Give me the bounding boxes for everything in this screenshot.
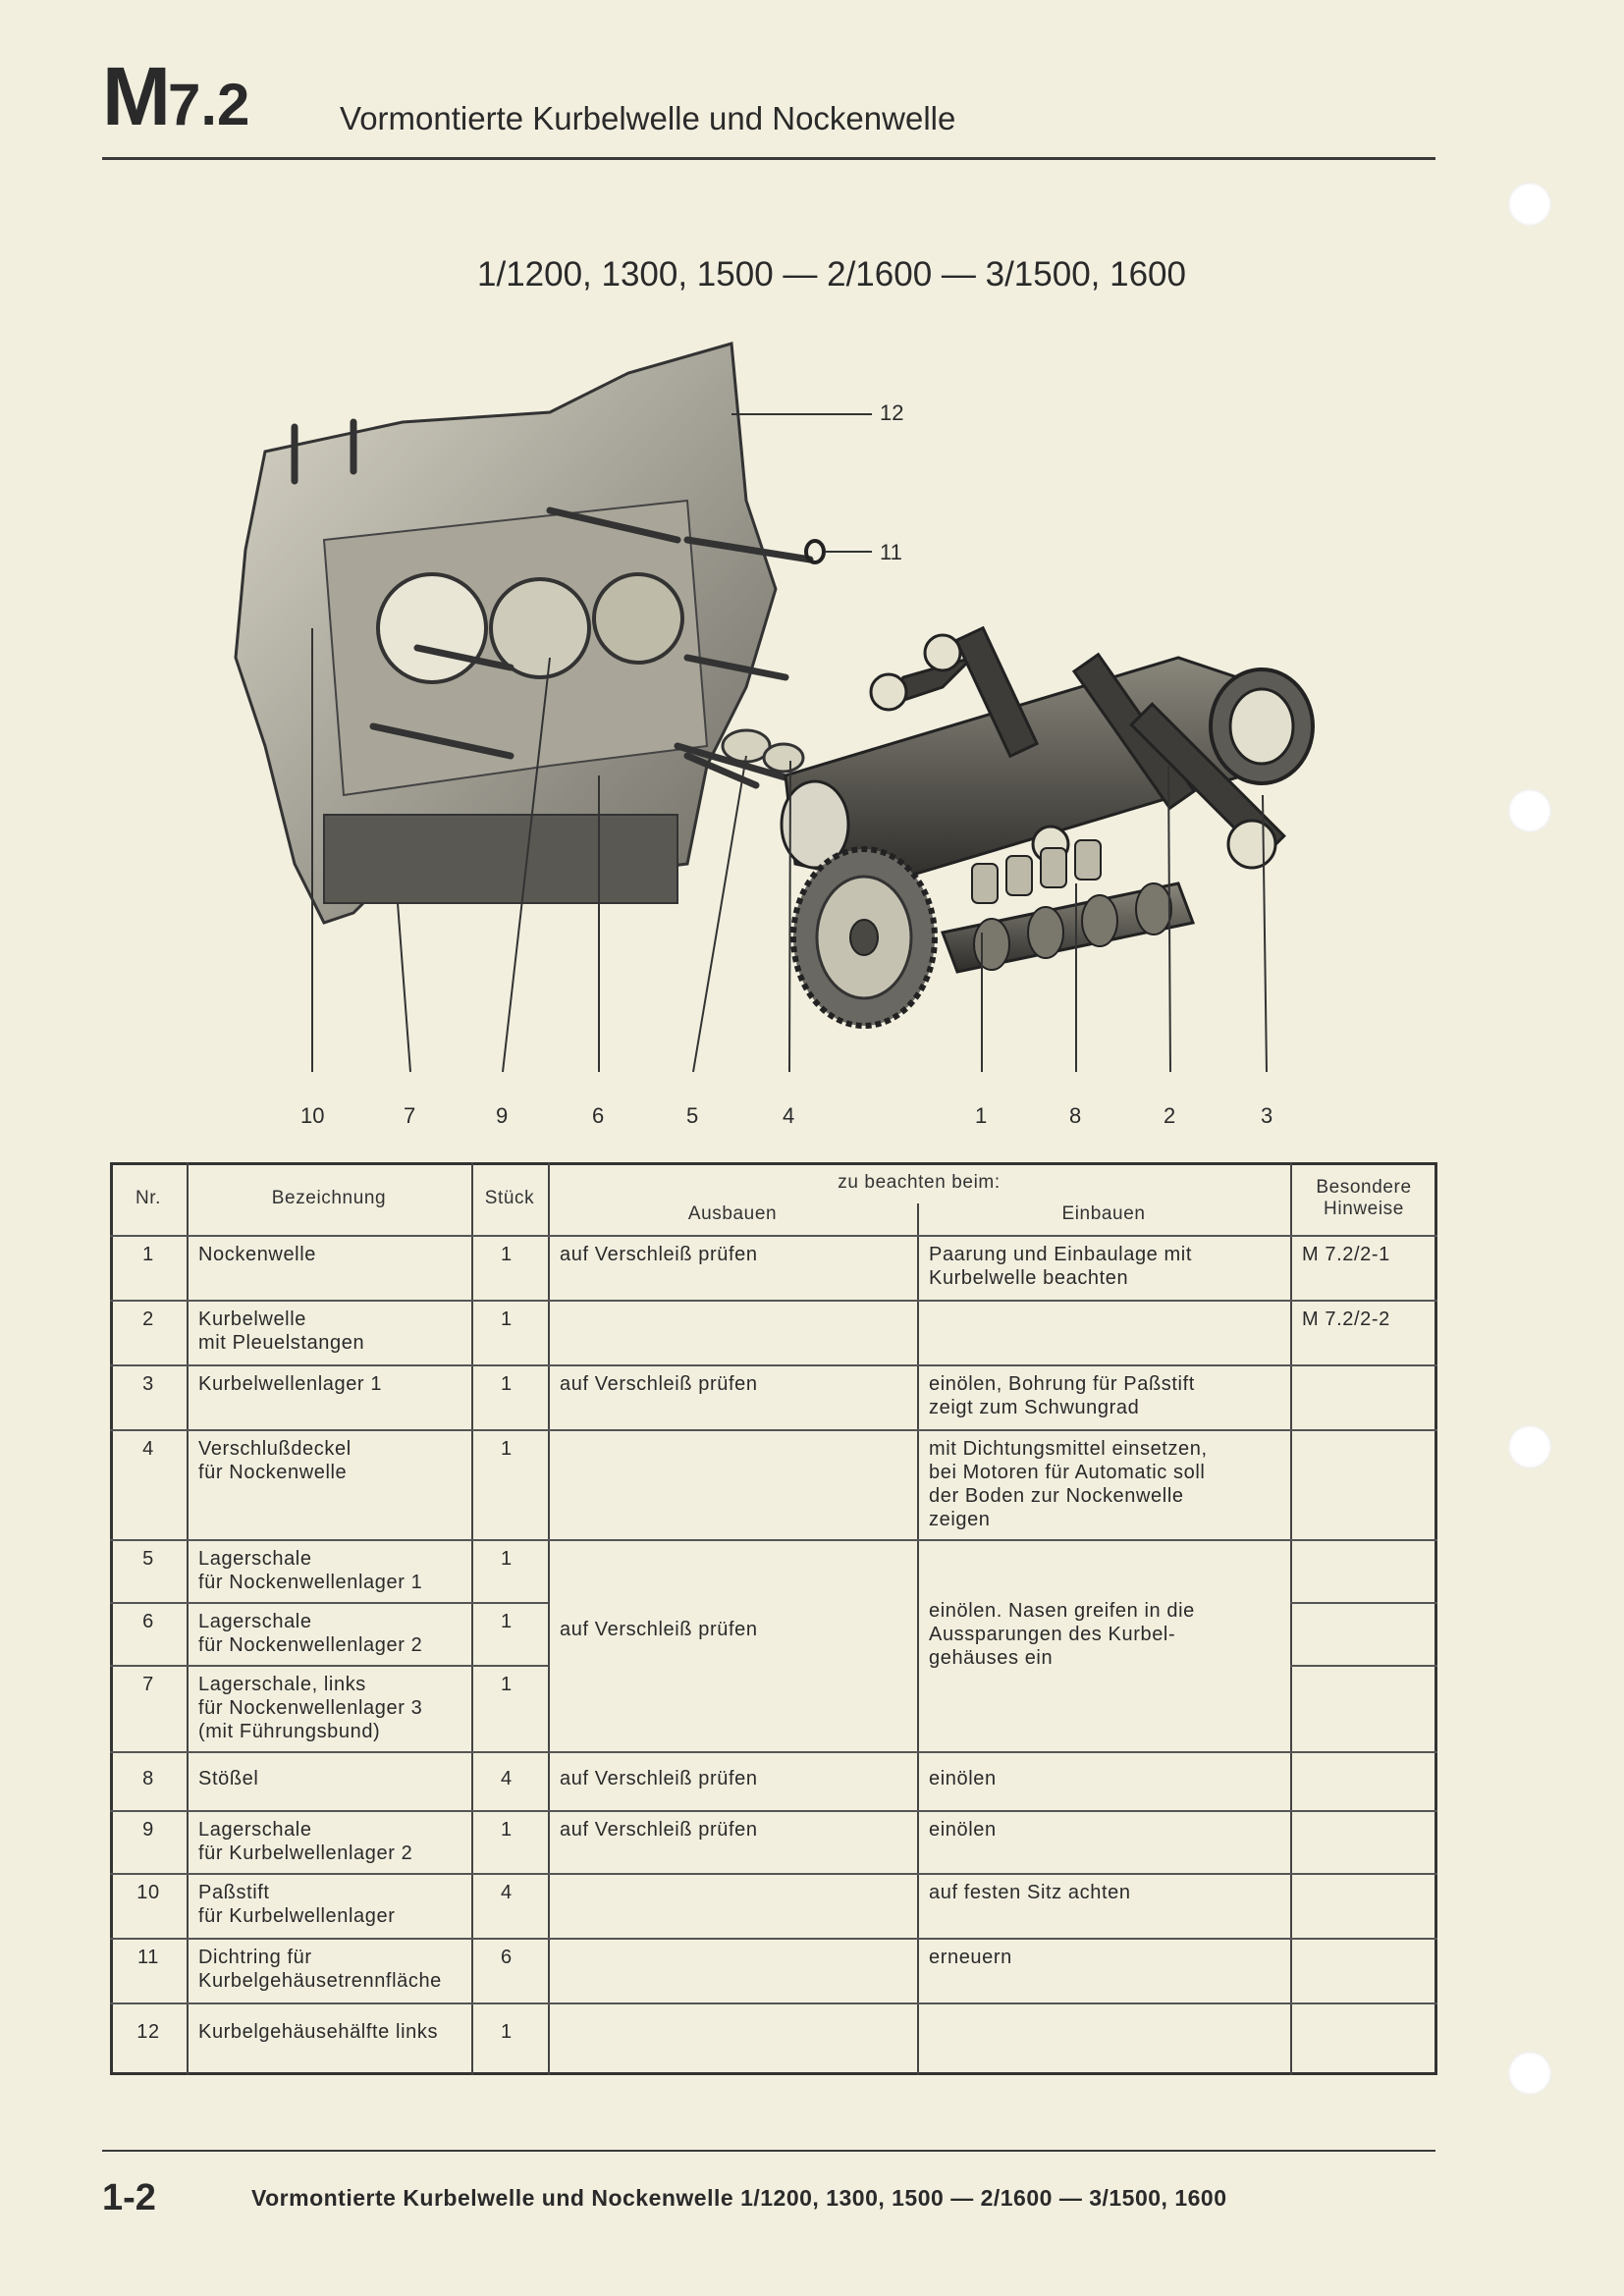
row-hinweis	[1290, 1938, 1437, 2002]
row-nr: 12	[136, 2021, 160, 2043]
row-bezeichnung	[187, 1938, 471, 2002]
seal-ring	[806, 541, 824, 562]
row-hinweis	[1290, 1810, 1437, 1873]
bez-line: Kurbelgehäusehälfte links	[198, 2021, 439, 2043]
row-hinweis	[1290, 1751, 1437, 1810]
group-ausbauen: auf Verschleiß prüfen	[560, 1619, 758, 1640]
hinweise-label-2: Hinweise	[1324, 1199, 1404, 1219]
callout-1: 1	[975, 1103, 988, 1128]
bez-line: Paßstift	[198, 1882, 270, 1903]
bez-line: für Nockenwellenlager 1	[198, 1572, 423, 1593]
crankcase-half-left	[236, 344, 810, 923]
bez-line: (mit Führungsbund)	[198, 1721, 381, 1742]
row-nr: 11	[137, 1947, 159, 1968]
table-row	[110, 1873, 1437, 1938]
row-hinweis	[1290, 1602, 1437, 1665]
col-bezeichnung-header: Bezeichnung	[271, 1188, 387, 1208]
zu-beachten-label: zu beachten beim:	[838, 1172, 1001, 1193]
row-ausbauen: auf Verschleiß prüfen	[560, 1373, 758, 1395]
camshaft-gear	[793, 849, 935, 1026]
row-qty: 1	[501, 1674, 513, 1695]
row-bezeichnung	[187, 1539, 471, 1602]
bez-line: mit Pleuelstangen	[198, 1332, 365, 1354]
header-rule	[102, 157, 1435, 160]
ein-line: auf festen Sitz achten	[929, 1882, 1131, 1903]
row-qty: 6	[501, 1947, 513, 1968]
ein-line: einölen	[929, 1768, 997, 1789]
row-hinweis	[1290, 1873, 1437, 1938]
bez-line: Kurbelwellenlager 1	[198, 1373, 383, 1395]
row-einbauen	[917, 1810, 1290, 1873]
callout-5: 5	[686, 1103, 699, 1128]
row-einbauen	[917, 1751, 1290, 1810]
row-bezeichnung	[187, 1873, 471, 1938]
row-nr: 9	[142, 1819, 154, 1841]
bez-line: für Kurbelwellenlager 2	[198, 1842, 413, 1864]
ein-line: einölen	[929, 1819, 997, 1841]
table-row	[110, 1810, 1437, 1873]
row-qty: 4	[501, 1882, 513, 1903]
row-bezeichnung	[187, 1751, 471, 1810]
row-ausbauen	[548, 1938, 917, 2002]
binder-hole	[1508, 1425, 1551, 1468]
row-hinweis	[1290, 1364, 1437, 1429]
group-einbauen	[917, 1539, 1290, 1751]
row-einbauen	[917, 1873, 1290, 1938]
row-nr: 8	[142, 1768, 154, 1789]
col-hinweise-header	[1290, 1162, 1437, 1235]
row-ausbauen	[548, 1873, 917, 1938]
row-nr: 3	[142, 1373, 154, 1395]
ausbauen-label: Ausbauen	[687, 1203, 778, 1224]
row-ausbauen	[548, 1429, 917, 1539]
row-ausbauen	[548, 2002, 917, 2075]
row-nr: 4	[142, 1438, 154, 1460]
row-bezeichnung	[187, 1235, 471, 1300]
row-einbauen	[917, 1300, 1290, 1364]
exploded-view-diagram	[0, 334, 1624, 1139]
row-qty: 1	[501, 1611, 513, 1632]
table-row	[110, 1938, 1437, 2002]
row-bezeichnung	[187, 1429, 471, 1539]
row-qty: 1	[501, 2021, 513, 2043]
section-code	[102, 50, 250, 142]
callout-9: 9	[496, 1103, 509, 1128]
row-qty: 1	[501, 1244, 513, 1265]
row-nr: 10	[136, 1882, 160, 1903]
callout-6: 6	[592, 1103, 605, 1128]
section-code-main: M	[102, 50, 168, 142]
row-nr: 6	[142, 1611, 154, 1632]
einbauen-label: Einbauen	[1061, 1203, 1146, 1224]
bez-line: für Kurbelwellenlager	[198, 1905, 396, 1927]
model-range: 1/1200, 1300, 1500 — 2/1600 — 3/1500, 1600	[477, 255, 1186, 294]
ein-line: bei Motoren für Automatic soll	[929, 1462, 1206, 1483]
row-qty: 1	[501, 1373, 513, 1395]
crankshaft-with-conrods	[782, 628, 1284, 883]
table-row	[110, 1364, 1437, 1429]
bez-line: Kurbelgehäusetrennfläche	[198, 1970, 442, 1992]
row-einbauen	[917, 1235, 1290, 1300]
bez-line: Nockenwelle	[198, 1244, 316, 1265]
table-row	[110, 1539, 1437, 1602]
callout-8: 8	[1069, 1103, 1082, 1128]
row-bezeichnung	[187, 1665, 471, 1751]
bearing-shell	[764, 744, 803, 772]
binder-hole	[1508, 2052, 1551, 2095]
ein-line: der Boden zur Nockenwelle	[929, 1485, 1184, 1507]
bez-line: Lagerschale, links	[198, 1674, 366, 1695]
bez-line: Dichtring für	[198, 1947, 312, 1968]
row-hinweis: M 7.2/2-1	[1302, 1244, 1390, 1265]
ein-line: Kurbelwelle beachten	[929, 1267, 1129, 1289]
table-row	[110, 1235, 1437, 1300]
row-einbauen	[917, 2002, 1290, 2075]
row-einbauen	[917, 1938, 1290, 2002]
callout-10: 10	[300, 1103, 325, 1128]
row-qty: 1	[501, 1819, 513, 1841]
bez-line: Stößel	[198, 1768, 259, 1789]
callout-11: 11	[880, 540, 902, 564]
table-row	[110, 1429, 1437, 1539]
footer-title: Vormontierte Kurbelwelle und Nockenwelle 1/1200, 1300, 1500 — 2/1600 — 3/1500, 1600	[251, 2185, 1227, 2211]
row-nr: 2	[142, 1308, 154, 1330]
row-ausbauen: auf Verschleiß prüfen	[560, 1819, 758, 1841]
bez-line: für Nockenwelle	[198, 1462, 348, 1483]
row-hinweis	[1290, 2002, 1437, 2075]
row-nr: 1	[142, 1244, 154, 1265]
row-qty: 1	[501, 1548, 513, 1570]
ein-line: mit Dichtungsmittel einsetzen,	[929, 1438, 1208, 1460]
row-hinweis	[1290, 1539, 1437, 1602]
table-row	[110, 2002, 1437, 2075]
bez-line: Lagerschale	[198, 1548, 312, 1570]
table-header-row	[110, 1162, 1437, 1235]
row-einbauen	[917, 1429, 1290, 1539]
row-bezeichnung	[187, 2002, 471, 2075]
col-stueck-header: Stück	[484, 1188, 535, 1208]
row-ausbauen: auf Verschleiß prüfen	[560, 1244, 758, 1265]
callout-7: 7	[404, 1103, 416, 1128]
hinweise-label-1: Besondere	[1316, 1177, 1412, 1198]
row-hinweis	[1290, 1429, 1437, 1539]
page-number: 1-2	[102, 2177, 156, 2218]
callout-3: 3	[1261, 1103, 1273, 1128]
row-einbauen	[917, 1364, 1290, 1429]
bez-line: für Nockenwellenlager 3	[198, 1697, 423, 1719]
row-nr: 5	[142, 1548, 154, 1570]
main-bearing	[1211, 669, 1313, 783]
row-nr: 7	[142, 1674, 154, 1695]
row-bezeichnung	[187, 1300, 471, 1364]
row-hinweis	[1290, 1665, 1437, 1751]
ein-line: Aussparungen des Kurbel-	[929, 1624, 1176, 1645]
binder-hole	[1508, 183, 1551, 226]
row-qty: 4	[501, 1768, 513, 1789]
footer-rule	[102, 2150, 1435, 2152]
callout-2: 2	[1164, 1103, 1176, 1128]
row-qty: 1	[501, 1438, 513, 1460]
section-code-sub: 7.2	[167, 72, 250, 137]
page-title: Vormontierte Kurbelwelle und Nockenwelle	[340, 100, 956, 136]
callout-12: 12	[880, 400, 904, 425]
bez-line: Kurbelwelle	[198, 1308, 306, 1330]
row-bezeichnung	[187, 1364, 471, 1429]
table-row	[110, 1751, 1437, 1810]
bez-line: für Nockenwellenlager 2	[198, 1634, 423, 1656]
col-nr-header: Nr.	[135, 1188, 162, 1208]
col-zu-beachten-header	[548, 1162, 1290, 1235]
bez-line: Lagerschale	[198, 1819, 312, 1841]
row-bezeichnung	[187, 1602, 471, 1665]
ein-line: einölen. Nasen greifen in die	[929, 1600, 1195, 1622]
row-ausbauen: auf Verschleiß prüfen	[560, 1768, 758, 1789]
ein-line: gehäuses ein	[929, 1647, 1054, 1669]
ein-line: zeigen	[929, 1509, 991, 1530]
ein-line: erneuern	[929, 1947, 1012, 1968]
row-qty: 1	[501, 1308, 513, 1330]
row-ausbauen	[548, 1300, 917, 1364]
table-row	[110, 1300, 1437, 1364]
bez-line: Verschlußdeckel	[198, 1438, 352, 1460]
row-hinweis: M 7.2/2-2	[1302, 1308, 1390, 1330]
bez-line: Lagerschale	[198, 1611, 312, 1632]
ein-line: einölen, Bohrung für Paßstift	[929, 1373, 1195, 1395]
row-bezeichnung	[187, 1810, 471, 1873]
ein-line: Paarung und Einbaulage mit	[929, 1244, 1193, 1265]
ein-line: zeigt zum Schwungrad	[929, 1397, 1140, 1418]
callout-4: 4	[783, 1103, 795, 1128]
